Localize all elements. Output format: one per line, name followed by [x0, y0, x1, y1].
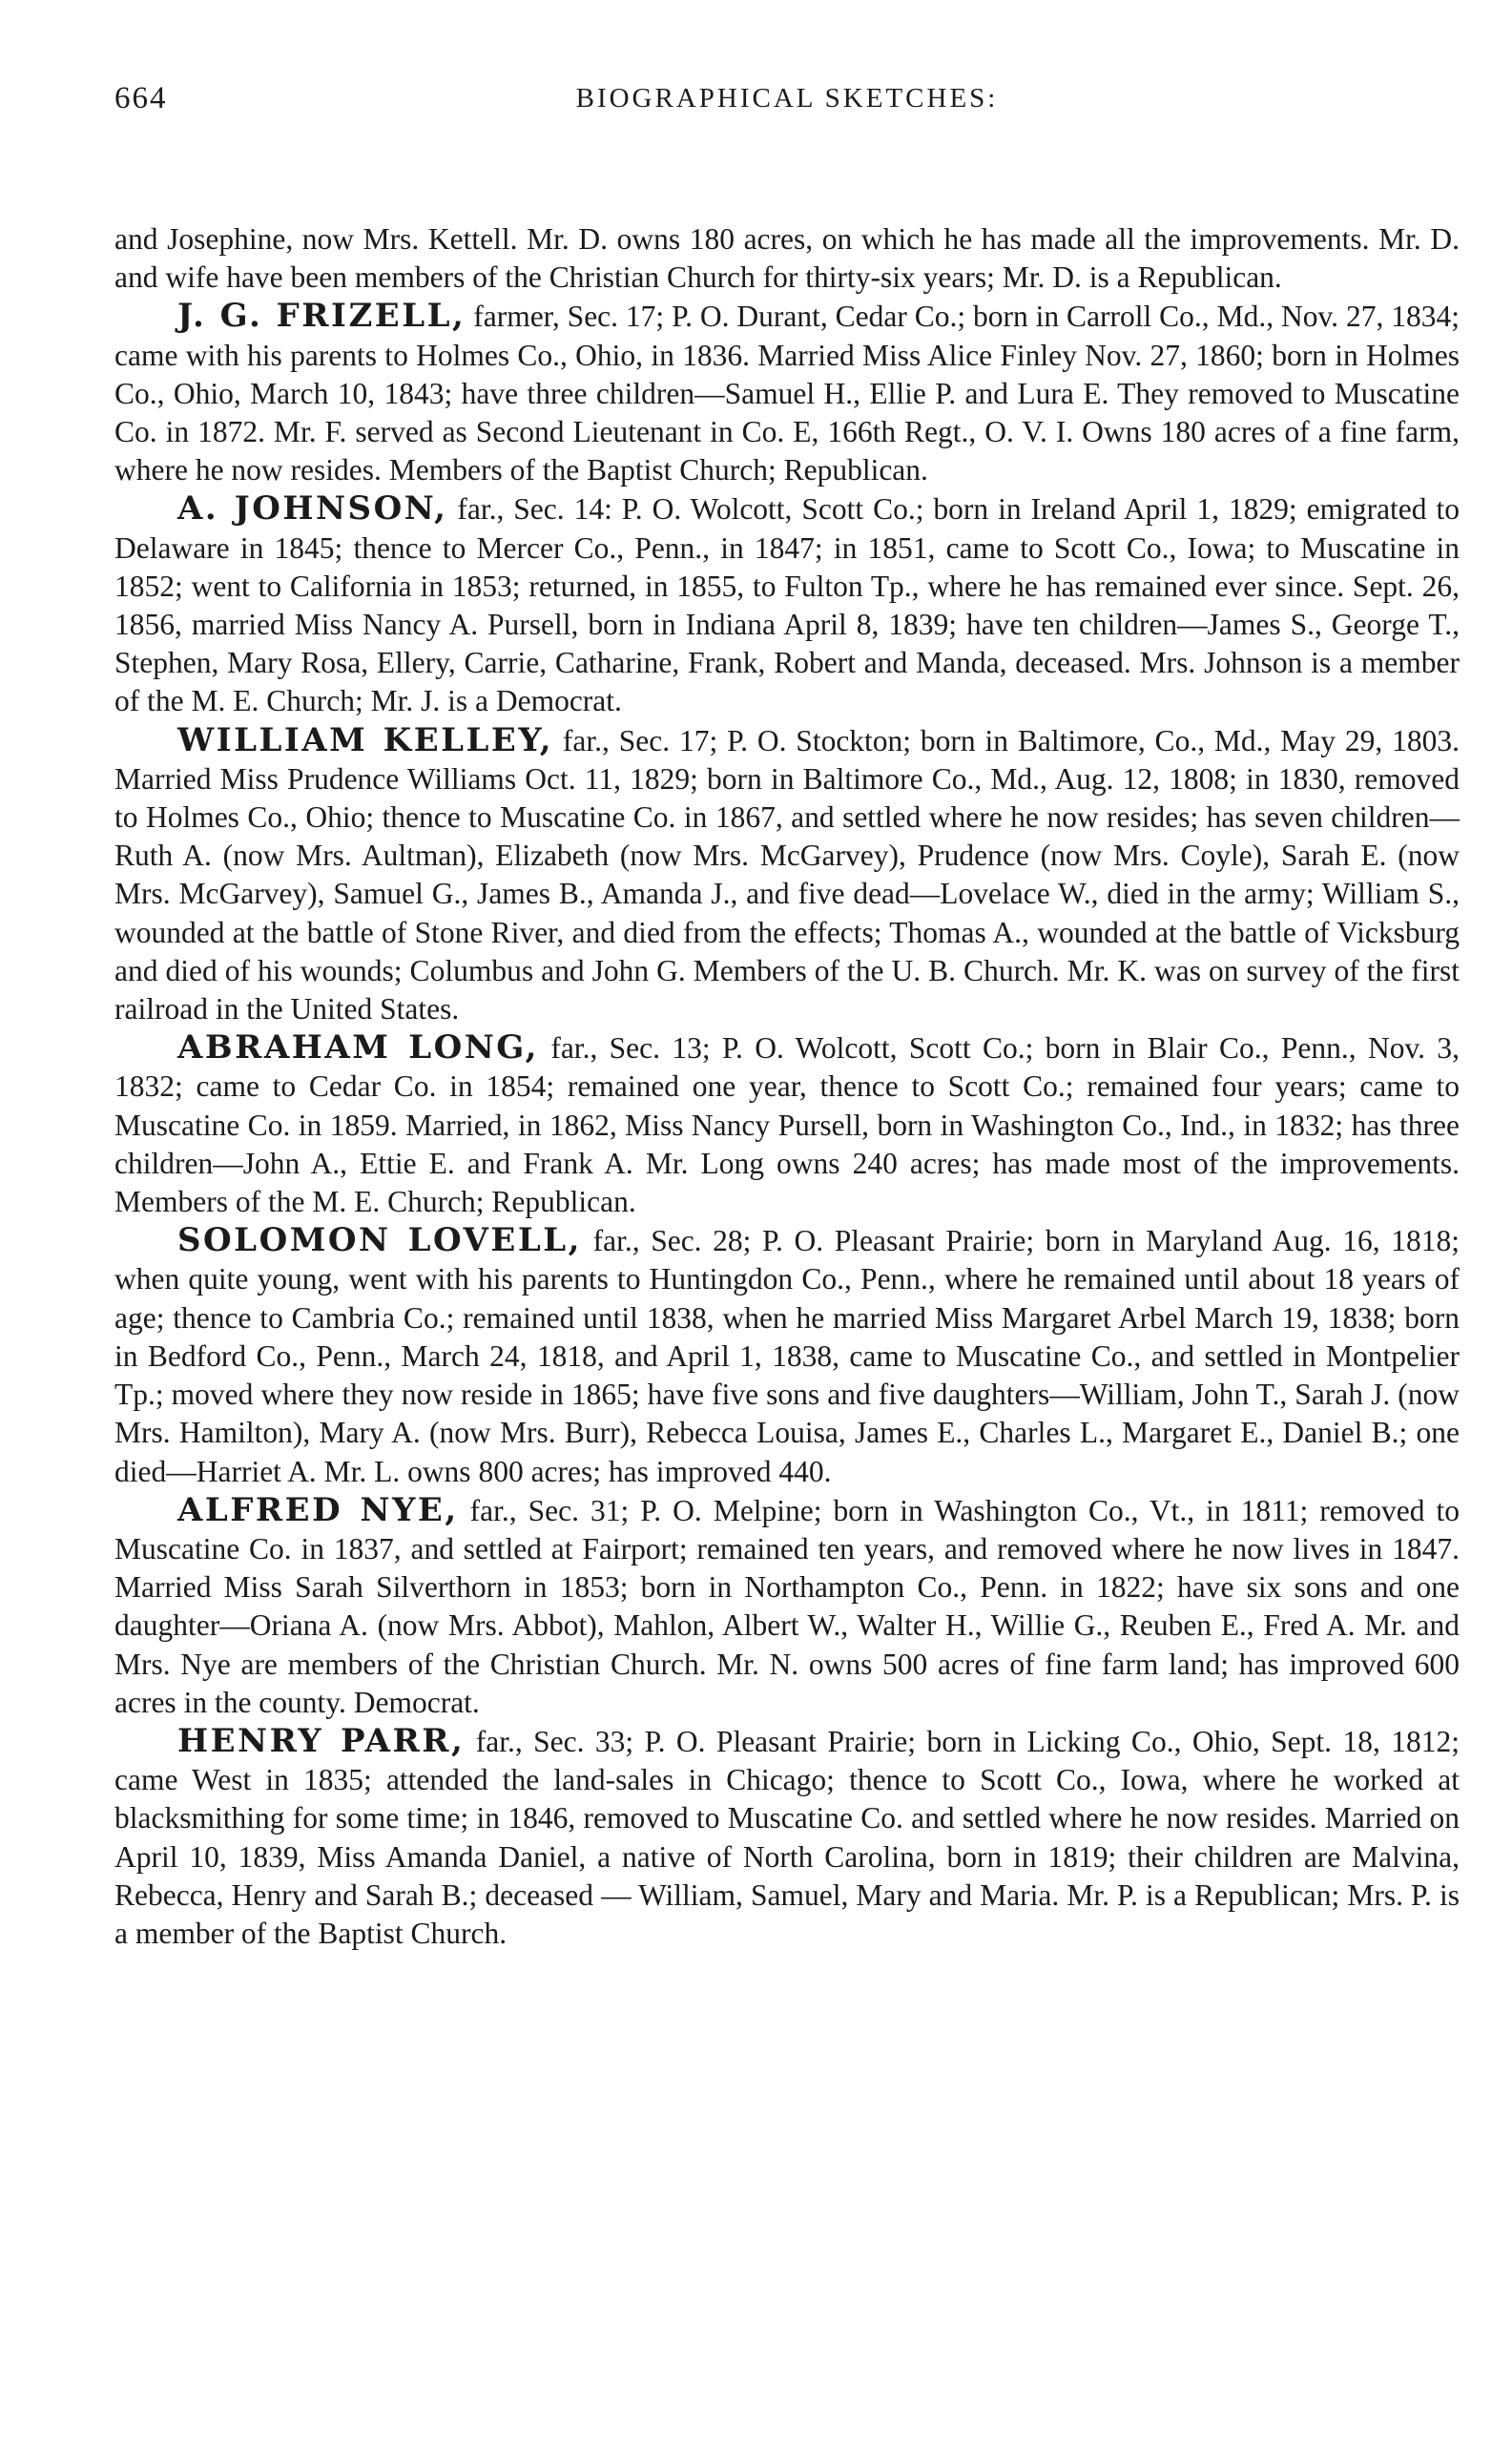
- entry-text: far., Sec. 14: P. O. Wolcott, Scott Co.; born in Ireland April 1, 1829; emigrated to Delaware in 1845; thence to Mercer Co., Penn., in 1847; in 1851, came to Scott Co., Iowa; to Muscatine in 1852; went to California in 1853; returned, in 1855, to Fulton Tp., where he has remained ever since. Sept. 26, 1856, married Miss Nancy A. Pursell, born in Indiana April 8, 1839; have ten children—James S., George T., Stephen, Mary Rosa, Ellery, Carrie, Catharine, Frank, Robert and Manda, deceased. Mrs. Johnson is a member of the M. E. Church; Mr. J. is a Democrat.: [114, 492, 1460, 718]
- entry-name: A. JOHNSON,: [177, 489, 448, 529]
- entry-text: farmer, Sec. 17; P. O. Durant, Cedar Co.; born in Carroll Co., Md., Nov. 27, 1834; came with his parents to Holmes Co., Ohio, in 1836. Married Miss Alice Finley Nov. 27, 1860; born in Holmes Co., Ohio, March 10, 1843; have three children—Samuel H., Ellie P. and Lura E. They removed to Muscatine Co. in 1872. Mr. F. served as Second Lieutenant in Co. E, 166th Regt., O. V. I. Owns 180 acres of a fine farm, where he now resides. Members of the Baptist Church; Republican.: [114, 300, 1460, 487]
- book-page: [114, 72, 1460, 1953]
- entry-frizell: [114, 297, 1460, 489]
- entry-name: WILLIAM KELLEY,: [177, 720, 554, 759]
- entry-nye: [114, 1491, 1460, 1722]
- entry-name: SOLOMON LOVELL,: [177, 1221, 582, 1260]
- entry-name: J. G. FRIZELL,: [177, 297, 466, 336]
- entry-text: far., Sec. 28; P. O. Pleasant Prairie; born in Maryland Aug. 16, 1818; when quite young, went with his parents to Huntingdon Co., Penn., where he remained until about 18 years of age; thence to Cambria Co.; remained until 1838, when he married Miss Margaret Arbel March 19, 1838; born in Bedford Co., Penn., March 24, 1818, and April 1, 1838, came to Muscatine Co., and settled in Montpelier Tp.; moved where they now reside in 1865; have five sons and five daughters—William, John T., Sarah J. (now Mrs. Hamilton), Mary A. (now Mrs. Burr), Rebecca Louisa, James E., Charles L., Margaret E., Daniel B.; one died—Harriet A. Mr. L. owns 800 acres; has improved 440.: [114, 1224, 1460, 1488]
- entry-text: far., Sec. 31; P. O. Melpine; born in Washington Co., Vt., in 1811; removed to Muscatine Co. in 1837, and settled at Fairport; remained ten years, and removed where he now lives in 1847. Married Miss Sarah Silverthorn in 1853; born in Northampton Co., Penn. in 1822; have six sons and one daughter—Oriana A. (now Mrs. Abbot), Mahlon, Albert W., Walter H., Willie G., Reuben E., Fred A. Mr. and Mrs. Nye are members of the Christian Church. Mr. N. owns 500 acres of fine farm land; has improved 600 acres in the county. Democrat.: [114, 1493, 1460, 1719]
- entry-parr: [114, 1722, 1460, 1953]
- entry-long: [114, 1028, 1460, 1221]
- entry-text: far., Sec. 33; P. O. Pleasant Prairie; born in Licking Co., Ohio, Sept. 18, 1812; came West in 1835; attended the land-sales in Chicago; thence to Scott Co., Iowa, where he worked at blacksmithing for some time; in 1846, removed to Muscatine Co. and settled where he now resides. Married on April 10, 1839, Miss Amanda Daniel, a native of North Carolina, born in 1819; their children are Malvina, Rebecca, Henry and Sarah B.; deceased — William, Samuel, Mary and Maria. Mr. P. is a Republican; Mrs. P. is a member of the Baptist Church.: [114, 1724, 1460, 1950]
- entry-kelley: [114, 721, 1460, 1029]
- entry-lovell: [114, 1221, 1460, 1490]
- entry-text: far., Sec. 17; P. O. Stockton; born in Baltimore, Co., Md., May 29, 1803. Married Miss Prudence Williams Oct. 11, 1829; born in Baltimore Co., Md., Aug. 12, 1808; in 1830, removed to Holmes Co., Ohio; thence to Muscatine Co. in 1867, and settled where he now resides; has seven children—Ruth A. (now Mrs. Aultman), Elizabeth (now Mrs. McGarvey), Prudence (now Mrs. Coyle), Sarah E. (now Mrs. McGarvey), Samuel G., James B., Amanda J., and five dead—Lovelace W., died in the army; William S., wounded at the battle of Stone River, and died from the effects; Thomas A., wounded at the battle of Vicksburg and died of his wounds; Columbus and John G. Members of the U. B. Church. Mr. K. was on survey of the first railroad in the United States.: [114, 723, 1460, 1026]
- entry-name: ABRAHAM LONG,: [177, 1028, 539, 1068]
- page-number: 664: [114, 81, 168, 115]
- entry-name: ALFRED NYE,: [177, 1490, 459, 1529]
- entry-text: far., Sec. 13; P. O. Wolcott, Scott Co.; born in Blair Co., Penn., Nov. 3, 1832; came to Cedar Co. in 1854; remained one year, thence to Scott Co.; remained four years; came to Muscatine Co. in 1859. Married, in 1862, Miss Nancy Pursell, born in Washington Co., Ind., in 1832; has three children—John A., Ettie E. and Frank A. Mr. Long owns 240 acres; has made most of the improvements. Members of the M. E. Church; Republican.: [114, 1031, 1460, 1219]
- body-text: [114, 220, 1460, 1953]
- entry-name: HENRY PARR,: [177, 1721, 466, 1760]
- running-head: [114, 72, 1460, 129]
- running-title: BIOGRAPHICAL SKETCHES:: [575, 83, 999, 114]
- entry-johnson: [114, 489, 1460, 720]
- continuation-paragraph: and Josephine, now Mrs. Kettell. Mr. D. owns 180 acres, on which he has made all the improvements. Mr. D. and wife have been members of the Christian Church for thirty-six years; Mr. D. is a Republican.: [114, 222, 1460, 295]
